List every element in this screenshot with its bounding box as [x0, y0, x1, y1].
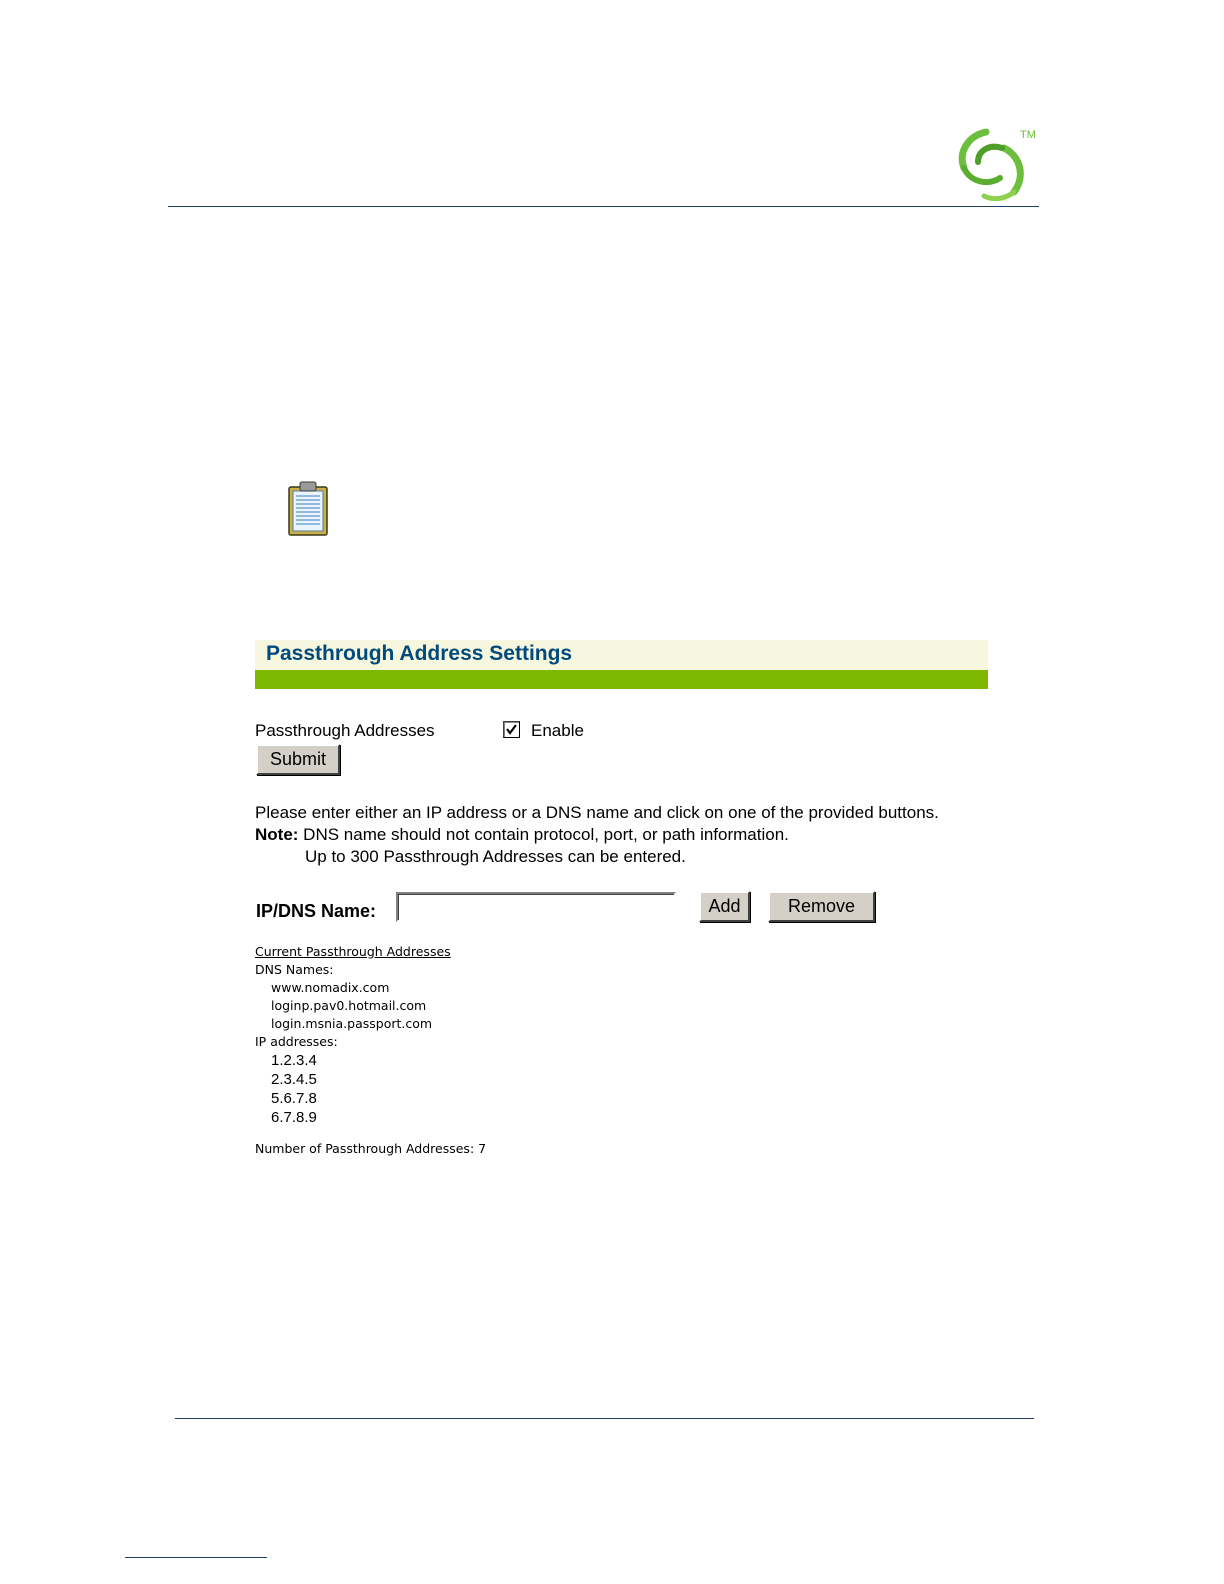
header-divider — [168, 206, 1039, 207]
add-button[interactable]: Add — [699, 891, 750, 922]
clipboard-note-icon — [286, 480, 330, 538]
passthrough-settings-panel — [255, 640, 988, 1170]
trademark-mark: TM — [1020, 129, 1036, 141]
ip-dns-row — [255, 892, 988, 924]
enable-row — [255, 720, 755, 742]
passthrough-addresses-label: Passthrough Addresses — [255, 721, 435, 740]
instructions-block — [255, 802, 988, 868]
ip-addresses-label: IP addresses: — [255, 1034, 338, 1049]
submit-button[interactable]: Submit — [256, 744, 340, 775]
dns-names-label: DNS Names: — [255, 962, 334, 977]
checkmark-icon — [505, 723, 518, 736]
ip-address-item: 6.7.8.9 — [271, 1109, 317, 1126]
panel-accent-bar — [255, 670, 988, 689]
company-logo-icon — [948, 122, 1040, 204]
ip-dns-label: IP/DNS Name: — [256, 901, 377, 921]
footer-divider — [175, 1418, 1034, 1419]
enable-checkbox[interactable] — [503, 721, 520, 738]
current-addresses — [255, 943, 755, 1158]
note-label: Note: — [255, 825, 299, 844]
panel-title-bar — [255, 640, 988, 670]
dns-name-item: loginp.pav0.hotmail.com — [271, 998, 427, 1013]
current-addresses-heading: Current Passthrough Addresses — [255, 944, 451, 959]
instruction-text: Please enter either an IP address or a DNS name and click on one of the provided buttons. — [255, 803, 939, 822]
ip-address-item: 1.2.3.4 — [271, 1052, 317, 1069]
ip-dns-input[interactable] — [396, 892, 676, 922]
enable-label: Enable — [531, 721, 584, 740]
note-line — [255, 824, 988, 846]
remove-button[interactable]: Remove — [768, 891, 875, 922]
ip-address-item: 2.3.4.5 — [271, 1071, 317, 1088]
address-count: Number of Passthrough Addresses: 7 — [255, 1141, 487, 1156]
ip-address-item: 5.6.7.8 — [271, 1090, 317, 1107]
dns-name-item: www.nomadix.com — [271, 980, 390, 995]
dns-name-item: login.msnia.passport.com — [271, 1016, 433, 1031]
panel-title: Passthrough Address Settings — [266, 642, 573, 665]
note-text: DNS name should not contain protocol, port, or path information. — [298, 825, 789, 844]
note-text-2: Up to 300 Passthrough Addresses can be entered. — [305, 847, 686, 866]
footer-link-underline — [125, 1557, 267, 1558]
